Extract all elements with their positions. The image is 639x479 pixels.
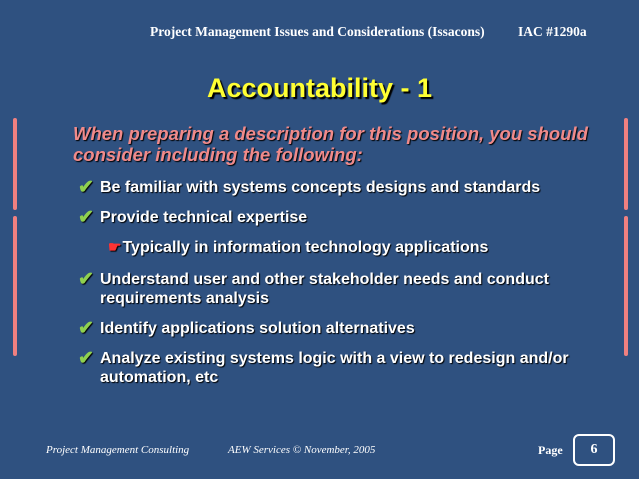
bullet-text: Provide technical expertise: [100, 209, 308, 226]
intro-text: When preparing a description for this position, you should consider including the following:: [73, 123, 588, 165]
page-number: 6: [573, 434, 615, 466]
checkmark-icon: ✔: [78, 177, 94, 198]
bullet-text: Be familiar with systems concepts designs and standards: [100, 179, 541, 196]
sub-bullet-item: [108, 238, 488, 257]
bullet-item: [78, 270, 623, 308]
page-label: Page: [538, 443, 563, 457]
checkmark-icon: ✔: [78, 348, 94, 369]
right-bar-bottom: [624, 216, 628, 356]
bullet-item: [78, 349, 623, 387]
left-bar-top: [13, 118, 17, 210]
footer-copyright: AEW Services © November, 2005: [228, 444, 376, 456]
bullet-item: [78, 319, 623, 338]
bullet-item: [78, 178, 623, 197]
slide-title: Accountability - 1: [206, 73, 433, 103]
footer-left: Project Management Consulting: [46, 444, 190, 456]
sub-bullet-text: Typically in information technology applications: [122, 239, 489, 256]
checkmark-icon: ✔: [78, 269, 94, 290]
right-bar-top: [624, 118, 628, 210]
course-title: Project Management Issues and Considerations (Issacons): [150, 24, 485, 39]
pointing-hand-icon: ☛: [108, 239, 122, 256]
slide-header: [150, 24, 587, 40]
left-bar-bottom: [13, 216, 17, 356]
course-code: IAC #1290a: [518, 24, 587, 39]
bullet-text: Understand user and other stakeholder needs and conduct requirements analysis: [100, 271, 549, 307]
checkmark-icon: ✔: [78, 207, 94, 228]
bullet-item: [78, 208, 623, 227]
bullet-text: Analyze existing systems logic with a view to redesign and/or automation, etc: [100, 350, 569, 386]
bullet-text: Identify applications solution alternatives: [100, 320, 415, 337]
checkmark-icon: ✔: [78, 318, 94, 339]
